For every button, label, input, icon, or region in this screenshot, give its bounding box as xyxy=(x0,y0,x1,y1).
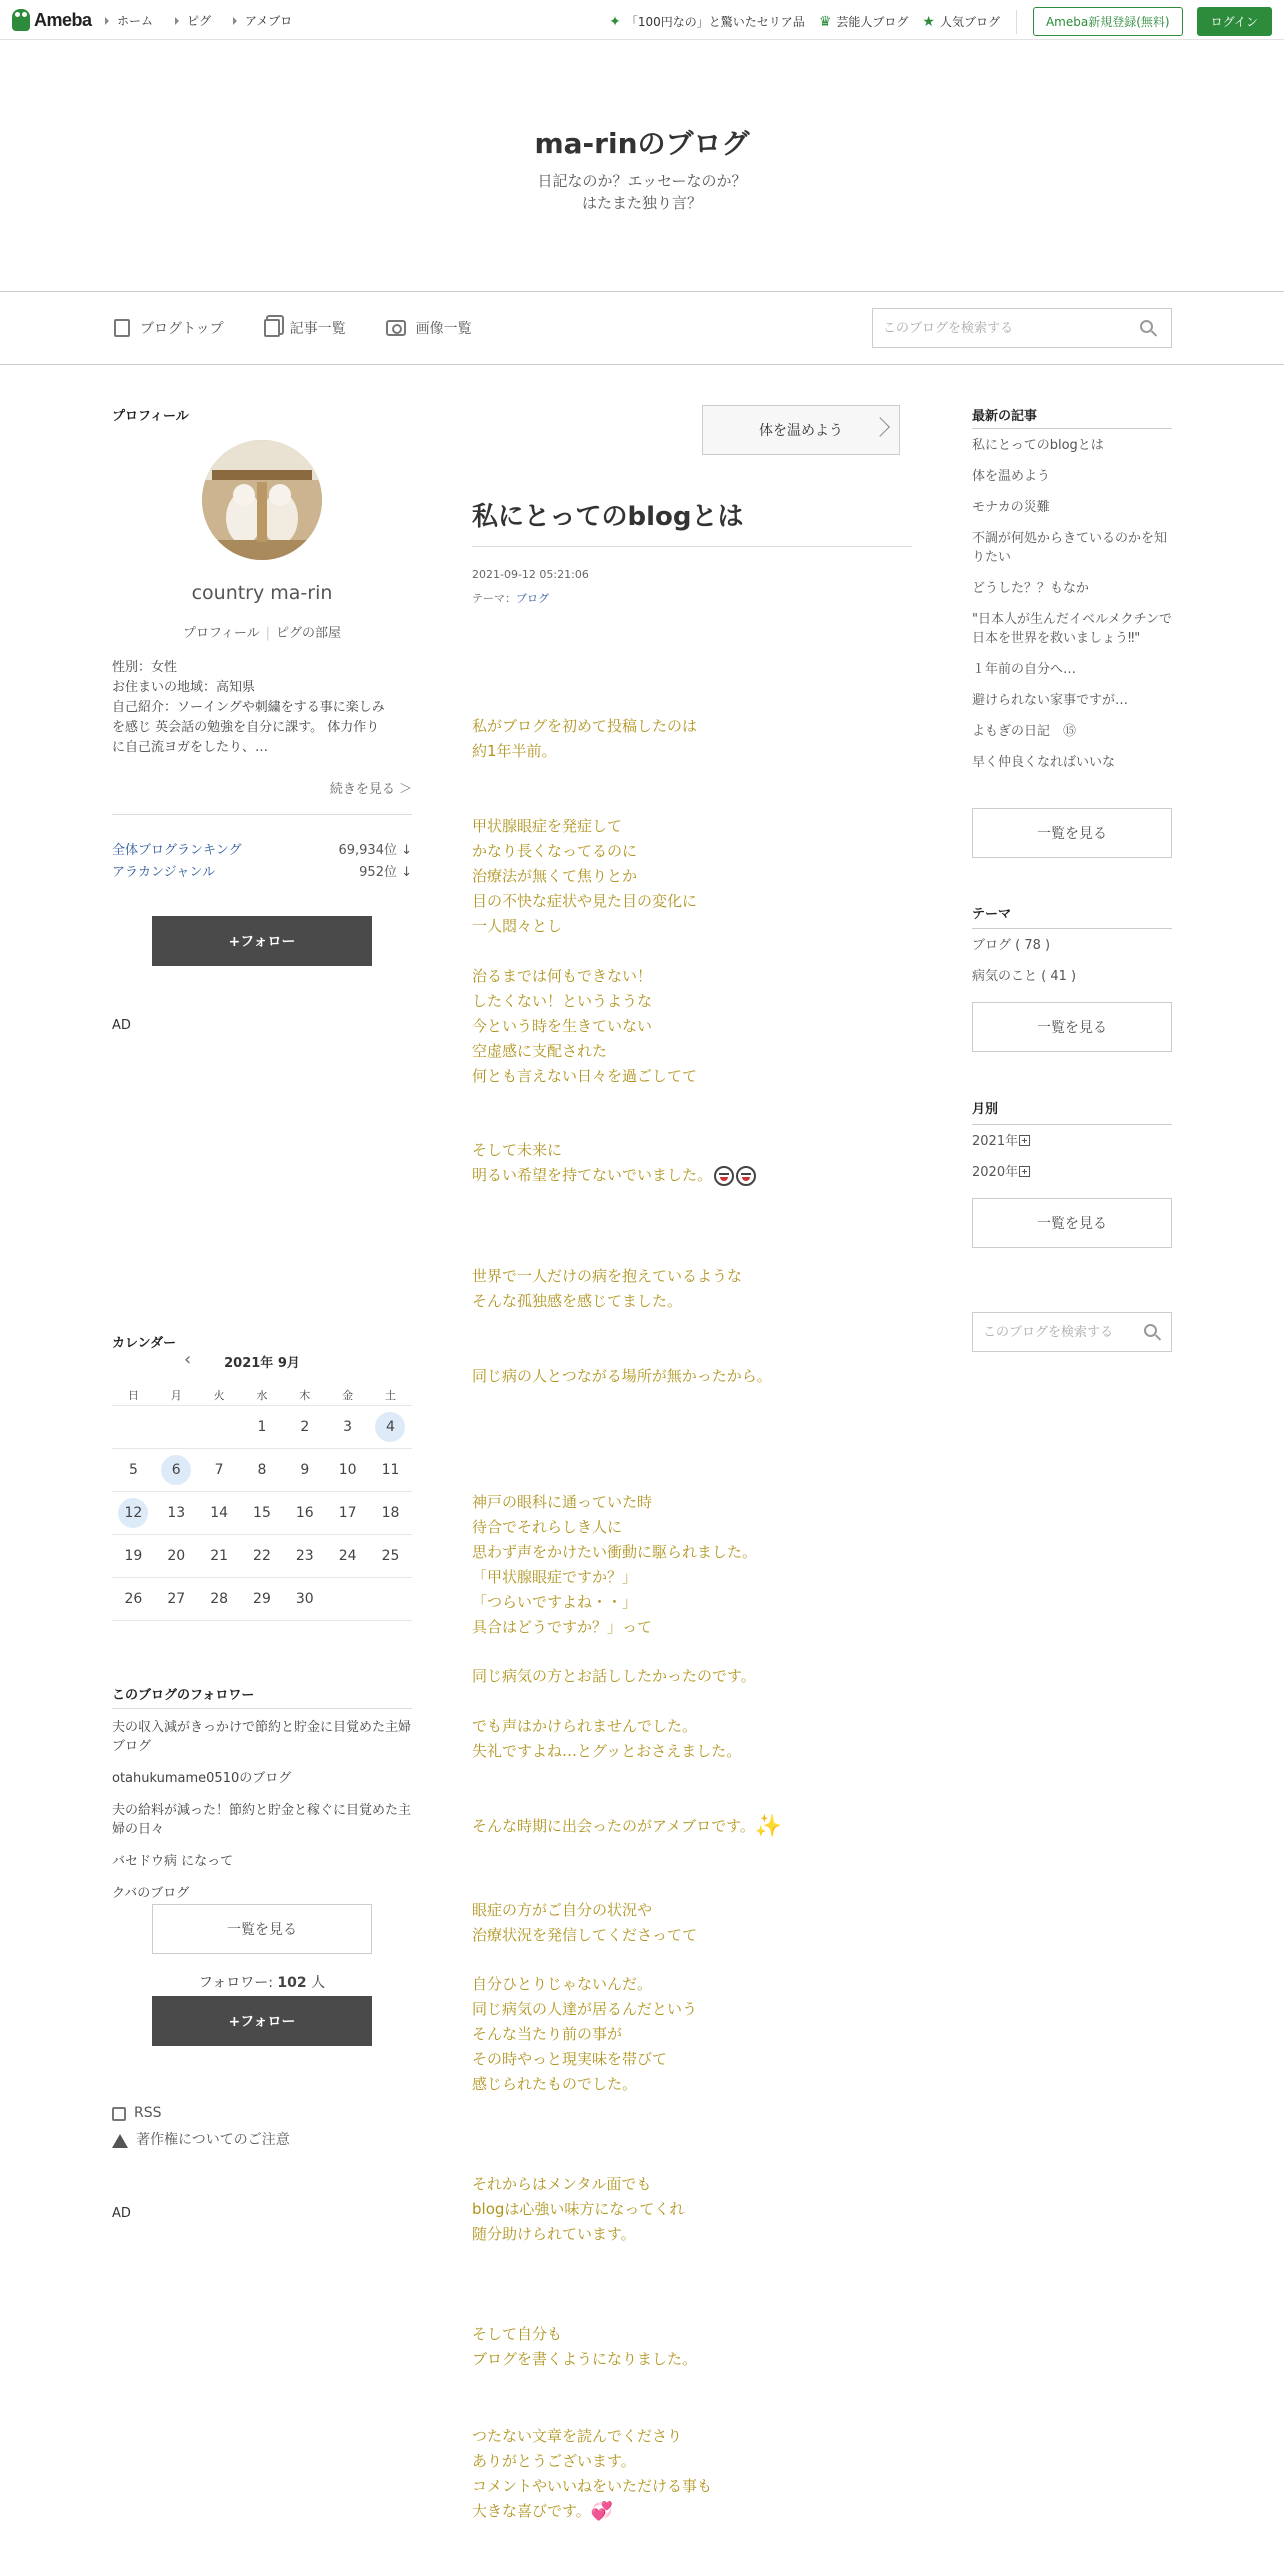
calendar-day xyxy=(241,1419,284,1435)
recent-entry-link[interactable]: 体を温めよう xyxy=(972,469,1051,484)
calendar-day xyxy=(155,1505,198,1521)
ad-label: AD xyxy=(112,1018,131,1033)
follower-count-label: フォロワー: xyxy=(198,1975,278,1991)
sparkles-emoji-icon: ✨ xyxy=(754,1813,783,1839)
expand-plus-icon[interactable] xyxy=(1019,1166,1030,1177)
calendar-day-number: 24 xyxy=(338,1548,357,1564)
copy-icon xyxy=(264,319,280,337)
header-divider xyxy=(1016,10,1017,34)
profile-gender: 性別：女性 xyxy=(112,660,178,675)
entry-paragraph: 甲状腺眼症を発症して かなり長くなってるのに 治療法が無くて焦りとか 目の不快な症状や見た目の変化に 一人悶々とし xyxy=(472,817,698,935)
copyright-label: 著作権についてのご注意 xyxy=(136,2132,290,2148)
entry-paragraph: 私がブログを初めて投稿したのは 約1年半前。 xyxy=(472,717,698,760)
calendar-day xyxy=(241,1505,284,1521)
calendar-week-row xyxy=(112,1406,412,1449)
calendar-day[interactable] xyxy=(369,1412,412,1442)
recent-entry-link[interactable]: 避けられない家事ですが… xyxy=(972,693,1129,708)
entry-date: 2021-09-12 05:21:06 xyxy=(472,568,589,581)
laughing-emoji-icon xyxy=(714,1166,734,1186)
calendar-week-row xyxy=(112,1449,412,1492)
calendar-month: 2021年 9月 xyxy=(224,1356,300,1371)
entry-theme xyxy=(472,590,549,606)
profile-location: お住まいの地域：高知県 xyxy=(112,680,256,695)
logo-text: Ameba xyxy=(34,9,92,30)
calendar-day-number: 6 xyxy=(161,1455,191,1485)
month-label: 2020年 xyxy=(972,1165,1019,1180)
calendar-day xyxy=(198,1548,241,1564)
entry-paragraph: 世界で一人だけの病を抱えているような そんな孤独感を感じてました。 xyxy=(472,1267,743,1310)
calendar-day-number: 12 xyxy=(118,1498,148,1528)
calendar-day-number: 20 xyxy=(167,1548,186,1564)
calendar-day-number: 2 xyxy=(300,1419,310,1435)
nav-entry-list[interactable] xyxy=(264,318,346,338)
entry-paragraph: 治るまでは何もできない！ したくない！というような 今という時を生きていない 空虚感に支配された 何とも言えない日々を過ごしてて xyxy=(472,967,698,1085)
search-icon[interactable] xyxy=(1140,320,1153,333)
calendar-weekday: 土 xyxy=(384,1388,396,1402)
calendar-day xyxy=(155,1548,198,1564)
themes-title: テーマ xyxy=(972,907,1012,922)
celebrity-blog-label: 芸能人ブログ xyxy=(836,15,909,29)
month-item[interactable] xyxy=(972,1132,1172,1151)
calendar-day xyxy=(198,1462,241,1478)
ranking-row xyxy=(112,840,412,862)
themes-list xyxy=(972,936,1172,998)
search-icon[interactable] xyxy=(1144,1324,1157,1337)
calendar-day xyxy=(369,1548,412,1564)
calendar-day xyxy=(241,1591,284,1607)
blog-search-input[interactable] xyxy=(883,309,1121,347)
calendar-day-number: 30 xyxy=(295,1591,314,1607)
calendar-week-row xyxy=(112,1535,412,1578)
avatar[interactable] xyxy=(202,440,322,560)
recent-entry-link[interactable]: モナカの災難 xyxy=(972,500,1050,515)
calendar-day xyxy=(198,1591,241,1607)
camera-icon xyxy=(386,320,406,336)
calendar-day-number: 4 xyxy=(375,1412,405,1442)
overall-ranking-link[interactable]: 全体ブログランキング xyxy=(112,843,242,858)
rss-label: RSS xyxy=(134,2105,162,2121)
nav-label: ホーム xyxy=(117,14,154,28)
promo-link[interactable] xyxy=(609,13,805,30)
calendar-weekday: 月 xyxy=(170,1388,182,1402)
nav-label: ブログトップ xyxy=(140,321,224,337)
follow-button[interactable]: +フォロー xyxy=(152,916,372,966)
calendar-day xyxy=(369,1462,412,1478)
entry-title[interactable]: 私にとってのblogとは xyxy=(472,502,744,532)
chevron-left-icon[interactable]: ‹ xyxy=(184,1349,192,1370)
profile-info xyxy=(112,658,412,758)
promo-link-label: 「100円なの」と驚いたセリア品 xyxy=(625,15,805,29)
blog-header xyxy=(0,40,1284,292)
entry-paragraph: 眼症の方がご自分の状況や 治療状況を発信してくださってて xyxy=(472,1901,698,1944)
follower-list xyxy=(112,1718,412,1916)
entry-paragraph-text: そんな時期に出会ったのがアメブロです。 xyxy=(472,1817,755,1835)
calendar-day-number: 5 xyxy=(128,1462,138,1478)
profile-title: プロフィール xyxy=(112,409,189,424)
sidebar-search xyxy=(972,1312,1172,1352)
calendar-day xyxy=(326,1505,369,1521)
month-item[interactable] xyxy=(972,1163,1172,1182)
sidebar-search-input[interactable] xyxy=(983,1313,1141,1351)
calendar-day-number: 17 xyxy=(338,1505,357,1521)
follower-item[interactable]: 夫の収入減がきっかけで節約と貯金に目覚めた主婦ブログ xyxy=(112,1720,412,1754)
calendar-day xyxy=(283,1462,326,1478)
calendar-day-number: 7 xyxy=(214,1462,224,1478)
document-icon xyxy=(114,319,130,337)
calendar-day-number: 3 xyxy=(343,1419,353,1435)
theme-link[interactable]: ブログ xyxy=(516,592,549,605)
blog-search xyxy=(872,308,1172,348)
divider xyxy=(972,428,1172,429)
monthly-title: 月別 xyxy=(972,1102,999,1117)
pigg-room-link[interactable]: ピグの部屋 xyxy=(276,626,342,641)
follower-item[interactable]: バセドウ病 になって xyxy=(112,1854,234,1869)
blog-description xyxy=(0,170,1284,214)
login-button[interactable]: ログイン xyxy=(1197,7,1272,36)
global-nav-pigg[interactable] xyxy=(175,12,211,29)
calendar-week-row xyxy=(112,1578,412,1621)
global-header xyxy=(0,0,1284,40)
calendar-day-number: 19 xyxy=(124,1548,143,1564)
ranking-list xyxy=(112,840,412,884)
divider xyxy=(972,928,1172,929)
crown-icon: ♛ xyxy=(818,13,832,30)
nav-blog-top[interactable] xyxy=(114,318,224,338)
calendar-weekday: 金 xyxy=(342,1388,354,1402)
themes-see-all-button[interactable]: 一覧を見る xyxy=(972,1002,1172,1052)
month-label: 2021年 xyxy=(972,1134,1019,1149)
follower-count-value: 102 xyxy=(277,1975,307,1991)
blog-description-line: はたまた独り言？ xyxy=(581,194,702,212)
follow-button-bottom[interactable]: +フォロー xyxy=(152,1996,372,2046)
register-button[interactable]: Ameba新規登録(無料) xyxy=(1033,7,1183,36)
genre-ranking-link[interactable]: アラカンジャンル xyxy=(112,865,216,880)
nav-image-list[interactable] xyxy=(386,318,472,338)
profile-more-link[interactable]: 続きを見る ＞ xyxy=(329,782,412,797)
calendar-day xyxy=(155,1591,198,1607)
divider xyxy=(112,1708,412,1709)
sparkle-icon: ✦ xyxy=(609,13,621,30)
next-entry-label: 体を温めよう xyxy=(759,423,843,439)
calendar-day xyxy=(241,1462,284,1478)
calendar-day-number: 8 xyxy=(257,1462,267,1478)
calendar-weekday: 火 xyxy=(213,1388,225,1402)
entry-paragraph: そして自分も ブログを書くようになりました。 xyxy=(472,2325,698,2368)
calendar-day-number: 10 xyxy=(338,1462,357,1478)
calendar-week-row xyxy=(112,1492,412,1535)
profile-intro: に自己流ヨガをしたり、… xyxy=(112,740,269,755)
triangle-right-icon xyxy=(233,17,237,25)
calendar-day xyxy=(283,1591,326,1607)
ameba-frog-icon xyxy=(12,9,30,31)
recent-entries-list xyxy=(972,436,1172,784)
expand-plus-icon[interactable] xyxy=(1019,1135,1030,1146)
recent-entry-link[interactable]: １年前の自分へ… xyxy=(972,662,1077,677)
popular-blog-label: 人気ブログ xyxy=(939,15,1000,29)
theme-link[interactable]: ブログ ( 78 ) xyxy=(972,938,1051,953)
popular-blog-link[interactable] xyxy=(922,13,1000,30)
calendar-day-number: 16 xyxy=(295,1505,314,1521)
entry-paragraph-text: つたない文章を読んでくださり ありがとうございます。 コメントやいいねをいただける事も 大きな喜びです。 xyxy=(472,2427,713,2520)
profile-name[interactable]: country ma-rin xyxy=(191,582,333,604)
rss-icon xyxy=(112,2107,126,2121)
global-nav-ameblo[interactable] xyxy=(233,12,292,29)
entry-paragraph xyxy=(472,1814,782,1839)
follower-item[interactable]: 夫の給料が減った！節約と貯金と稼ぐに目覚めた主婦の日々 xyxy=(112,1803,412,1837)
calendar-day-number: 29 xyxy=(253,1591,271,1607)
calendar-day-number: 22 xyxy=(253,1548,271,1564)
profile-link[interactable]: プロフィール xyxy=(182,626,260,641)
hearts-emoji-icon: 💞 xyxy=(590,2500,614,2522)
calendar-day xyxy=(198,1505,241,1521)
divider xyxy=(972,1124,1172,1125)
calendar-weekday-row xyxy=(112,1384,412,1406)
calendar-day xyxy=(112,1462,155,1478)
calendar-day-number: 18 xyxy=(381,1505,400,1521)
calendar-day-number: 9 xyxy=(300,1462,310,1478)
calendar-day xyxy=(369,1505,412,1521)
global-header-right xyxy=(609,7,1272,36)
theme-prefix: テーマ： xyxy=(472,592,516,605)
calendar-weekday: 木 xyxy=(299,1388,311,1402)
calendar-day-number: 27 xyxy=(167,1591,186,1607)
theme-link[interactable]: 病気のこと ( 41 ) xyxy=(972,969,1077,984)
calendar-day xyxy=(283,1548,326,1564)
followers-title: このブログのフォロワー xyxy=(112,1688,255,1703)
recent-entry-link[interactable]: 私にとってのblogとは xyxy=(972,438,1104,453)
ameba-logo[interactable] xyxy=(12,9,92,31)
rss-link[interactable] xyxy=(112,2100,290,2127)
avatar-image xyxy=(202,440,322,560)
divider: | xyxy=(265,626,271,641)
entry-paragraph-text: そして未来に 明るい希望を持てないでいました。 xyxy=(472,1141,713,1184)
next-entry-button[interactable] xyxy=(702,405,900,455)
calendar-day-number: 25 xyxy=(381,1548,400,1564)
entry-paragraph: 同じ病の人とつながる場所が無かったから。 xyxy=(472,1367,772,1385)
calendar-title: カレンダー xyxy=(112,1336,177,1351)
warning-icon xyxy=(112,2134,128,2148)
global-nav-home[interactable] xyxy=(105,12,153,29)
calendar-day[interactable] xyxy=(155,1455,198,1485)
blog-nav xyxy=(0,292,1284,365)
recent-entry-link[interactable]: 早く仲良くなればいいな xyxy=(972,755,1116,770)
follower-item[interactable]: otahukumame0510のブログ xyxy=(112,1771,292,1786)
calendar-weekday: 水 xyxy=(256,1388,268,1402)
calendar-day xyxy=(326,1419,369,1435)
global-nav xyxy=(105,12,292,29)
laughing-emoji-icon xyxy=(736,1166,756,1186)
ranking-value: 952位 ↓ xyxy=(359,865,412,880)
follower-count-unit: 人 xyxy=(306,1975,326,1991)
calendar-day-number: 15 xyxy=(253,1505,271,1521)
entry-paragraph: 自分ひとりじゃないんだ。 同じ病気の人達が居るんだという そんな当たり前の事が その時やっと現実味を帯びて 感じられたものでした。 xyxy=(472,1975,698,2093)
calendar-day-number: 14 xyxy=(210,1505,229,1521)
calendar-day xyxy=(283,1419,326,1435)
nav-label: 画像一覧 xyxy=(415,321,472,337)
entry-paragraph xyxy=(472,2424,712,2524)
misc-links xyxy=(112,2100,290,2154)
calendar-day xyxy=(283,1505,326,1521)
ranking-value: 69,934位 ↓ xyxy=(338,843,412,858)
blog-title[interactable]: ma-rinのブログ xyxy=(534,127,750,160)
followers-see-all-button[interactable]: 一覧を見る xyxy=(152,1904,372,1954)
follower-item[interactable]: クバのブログ xyxy=(112,1886,190,1901)
entry-paragraph: 神戸の眼科に通っていた時 待合でそれらしき人に 思わず声をかけたい衝動に駆られました。 「甲状腺眼症ですか？」 「つらいですよね・・」 具合はどうですか？」って xyxy=(472,1493,758,1636)
calendar-day-number: 13 xyxy=(167,1505,186,1521)
triangle-right-icon xyxy=(175,17,179,25)
profile-intro: を感じ 英会話の勉強を自分に課す。 体力作り xyxy=(112,720,380,735)
calendar-day[interactable] xyxy=(112,1498,155,1528)
calendar-day xyxy=(241,1548,284,1564)
calendar-day xyxy=(326,1548,369,1564)
calendar-day-number: 11 xyxy=(381,1462,400,1478)
monthly-see-all-button[interactable]: 一覧を見る xyxy=(972,1198,1172,1248)
nav-label: 記事一覧 xyxy=(289,321,346,337)
calendar-day xyxy=(112,1548,155,1564)
entry-paragraph: でも声はかけられませんでした。 失礼ですよね…とグッとおさえました。 xyxy=(472,1717,742,1760)
nav-label: アメブロ xyxy=(245,14,293,28)
monthly-list xyxy=(972,1132,1172,1194)
celebrity-blog-link[interactable] xyxy=(819,13,909,30)
calendar-weekday: 日 xyxy=(127,1388,139,1402)
divider xyxy=(112,814,412,815)
recent-entries-title: 最新の記事 xyxy=(972,409,1038,424)
recent-entry-link[interactable]: よもぎの日記 ⑮ xyxy=(972,724,1077,739)
calendar-day xyxy=(326,1462,369,1478)
blog-description-line: 日記なのか？エッセーなのか？ xyxy=(537,172,747,190)
copyright-link[interactable] xyxy=(112,2127,290,2154)
divider xyxy=(472,546,912,547)
profile-links xyxy=(112,622,412,641)
calendar-day-number: 23 xyxy=(295,1548,314,1564)
profile-intro: 自己紹介：ソーイングや刺繍をする事に楽しみ xyxy=(112,700,385,715)
triangle-right-icon xyxy=(105,17,109,25)
star-icon: ★ xyxy=(922,13,935,30)
chevron-right-icon xyxy=(870,417,890,437)
ad-label-bottom: AD xyxy=(112,2206,131,2221)
nav-label: ピグ xyxy=(187,14,212,28)
recent-entry-link[interactable]: どうした？？もなか xyxy=(972,581,1090,596)
recent-entry-link[interactable]: 不調が何処からきているのかを知りたい xyxy=(972,531,1168,565)
entry-paragraph: 同じ病気の方とお話ししたかったのです。 xyxy=(472,1667,756,1685)
follower-count xyxy=(112,1972,412,1992)
calendar-day-number: 1 xyxy=(257,1419,267,1435)
calendar-day xyxy=(112,1591,155,1607)
calendar-day-number: 28 xyxy=(210,1591,229,1607)
ranking-row xyxy=(112,862,412,884)
entry-paragraph: それからはメンタル面でも blogは心強い味方になってくれ 随分助けられています。 xyxy=(472,2175,685,2243)
recent-entry-link[interactable]: "日本人が生んだイベルメクチンで日本を世界を救いましょう‼" xyxy=(972,612,1172,646)
entry-paragraph xyxy=(472,1138,756,1188)
calendar-day-number: 26 xyxy=(124,1591,143,1607)
calendar-day-number: 21 xyxy=(210,1548,229,1564)
recent-see-all-button[interactable]: 一覧を見る xyxy=(972,808,1172,858)
calendar-grid xyxy=(112,1384,412,1621)
